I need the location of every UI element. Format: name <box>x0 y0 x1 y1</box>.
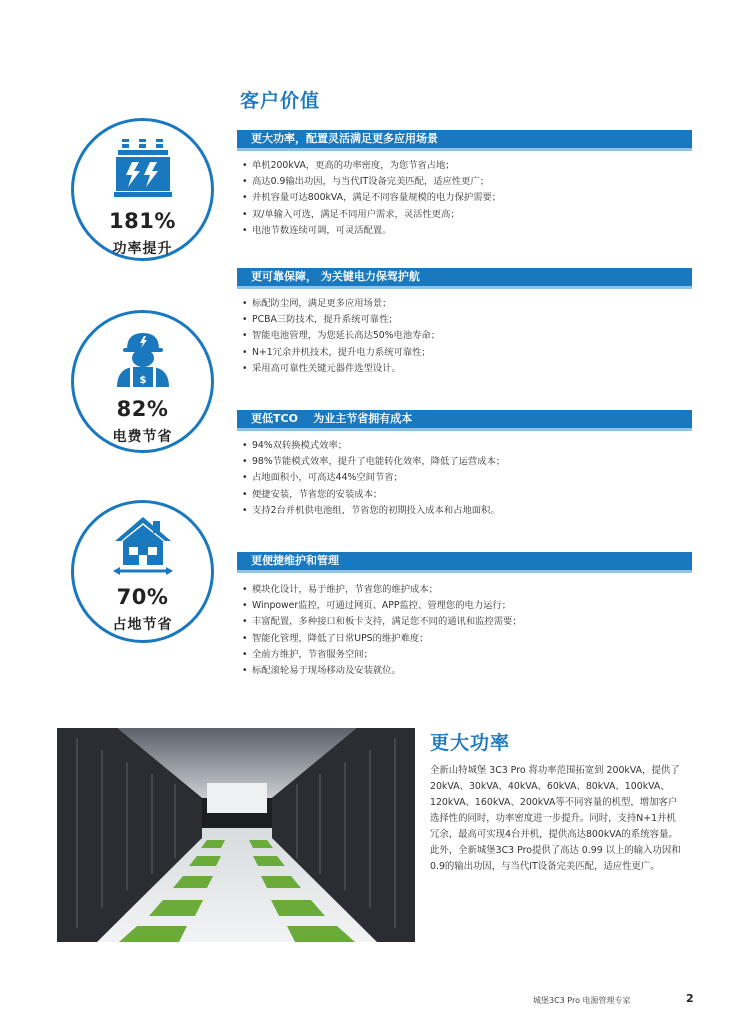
list-item: • 智能化管理，降低了日常UPS的维护难度； <box>242 631 692 647</box>
stat-label: 功率提升 <box>112 241 173 257</box>
section-lower-tco <box>237 410 692 519</box>
stat-circle-space <box>71 500 214 643</box>
feature-list <box>237 158 692 239</box>
section-heading: 更便捷维护和管理 <box>237 552 692 573</box>
section-heading: 更可靠保障， 为关键电力保驾护航 <box>237 268 692 289</box>
list-item: • 标配滚轮易于现场移动及安装就位。 <box>242 663 692 679</box>
power-paragraph <box>430 763 700 875</box>
list-item: • 丰富配置，多种接口和板卡支持，满足您不同的通讯和监控需要； <box>242 614 692 630</box>
paragraph-line: 20kVA、30kVA、40kVA、60kVA、80kVA、100kVA、 <box>430 781 670 792</box>
list-item: • 支持2台并机供电池组，节省您的初期投入成本和占地面积。 <box>242 503 692 519</box>
stat-value: 181% <box>109 209 176 233</box>
section-heading: 更低TCO 为业主节省拥有成本 <box>237 410 692 431</box>
list-item: • 便捷安装，节省您的安装成本； <box>242 487 692 503</box>
section-heading: 更大功率，配置灵活满足更多应用场景 <box>237 130 692 151</box>
list-item: • 智能电池管理，为您延长高达50%电池寿命； <box>242 328 692 344</box>
page-number: 2 <box>686 992 694 1005</box>
list-item: • 电池节数连续可调，可灵活配置。 <box>242 223 692 239</box>
list-item: • 双/单输入可选，满足不同用户需求，灵活性更高； <box>242 207 692 223</box>
paragraph-line: 选择性的同时，功率密度进一步提升。同时，支持N+1并机 <box>430 813 676 824</box>
page-title: 客户价值 <box>240 90 321 112</box>
feature-list <box>237 296 692 377</box>
list-item: • 占地面积小，可高达44%空间节省； <box>242 470 692 486</box>
paragraph-line: 0.9的输出功因，与当代IT设备完美匹配，适应性更广。 <box>430 861 660 872</box>
section-more-power <box>237 130 692 239</box>
list-item: • 采用高可靠性关键元器件选型设计。 <box>242 361 692 377</box>
house-icon <box>111 513 175 581</box>
footer-text: 城堡3C3 Pro 电源管理专家 <box>533 996 631 1005</box>
paragraph-line: 120kVA、160kVA、200kVA等不同容量的机型，增加客户 <box>430 797 678 808</box>
svg-text:$: $ <box>139 375 146 386</box>
list-item: • 98%节能模式效率，提升了电能转化效率，降低了运营成本； <box>242 454 692 470</box>
data-center-photo <box>57 728 415 942</box>
paragraph-line: 冗余，最高可实现4台并机，提供高达800kVA的系统容量。 <box>430 829 678 840</box>
power-heading: 更大功率 <box>430 732 511 754</box>
stat-value: 70% <box>116 585 169 609</box>
list-item: • 单机200kVA，更高的功率密度，为您节省占地； <box>242 158 692 174</box>
stat-circle-electricity <box>71 310 214 453</box>
list-item: • 模块化设计，易于维护，节省您的维护成本； <box>242 582 692 598</box>
list-item: • 高达0.9输出功因，与当代IT设备完美匹配，适应性更广； <box>242 174 692 190</box>
list-item: • 全前方维护，节省服务空间； <box>242 647 692 663</box>
list-item: • PCBA三防技术，提升系统可靠性； <box>242 312 692 328</box>
list-item: • Winpower监控，可通过网页、APP监控、管理您的电力运行； <box>242 598 692 614</box>
list-item: • N+1冗余并机技术，提升电力系统可靠性； <box>242 345 692 361</box>
stat-label: 占地节省 <box>112 617 173 633</box>
feature-list <box>237 438 692 519</box>
list-item: • 并机容量可达800kVA，满足不同容量规模的电力保护需要； <box>242 190 692 206</box>
list-item: • 94%双转换模式效率； <box>242 438 692 454</box>
worker-icon <box>113 325 173 391</box>
feature-list <box>237 582 692 679</box>
section-reliability <box>237 268 692 377</box>
list-item: • 标配防尘网，满足更多应用场景； <box>242 296 692 312</box>
paragraph-line: 此外，全新城堡3C3 Pro提供了高达 0.99 以上的输入功因和 <box>430 845 681 856</box>
stat-value: 82% <box>116 397 169 421</box>
transformer-icon <box>114 137 172 203</box>
paragraph-line: 全新山特城堡 3C3 Pro 将功率范围拓宽到 200kVA，提供了 <box>430 765 680 776</box>
section-maintenance <box>237 552 692 679</box>
stat-circle-power <box>71 118 214 261</box>
stat-label: 电费节省 <box>112 429 173 445</box>
